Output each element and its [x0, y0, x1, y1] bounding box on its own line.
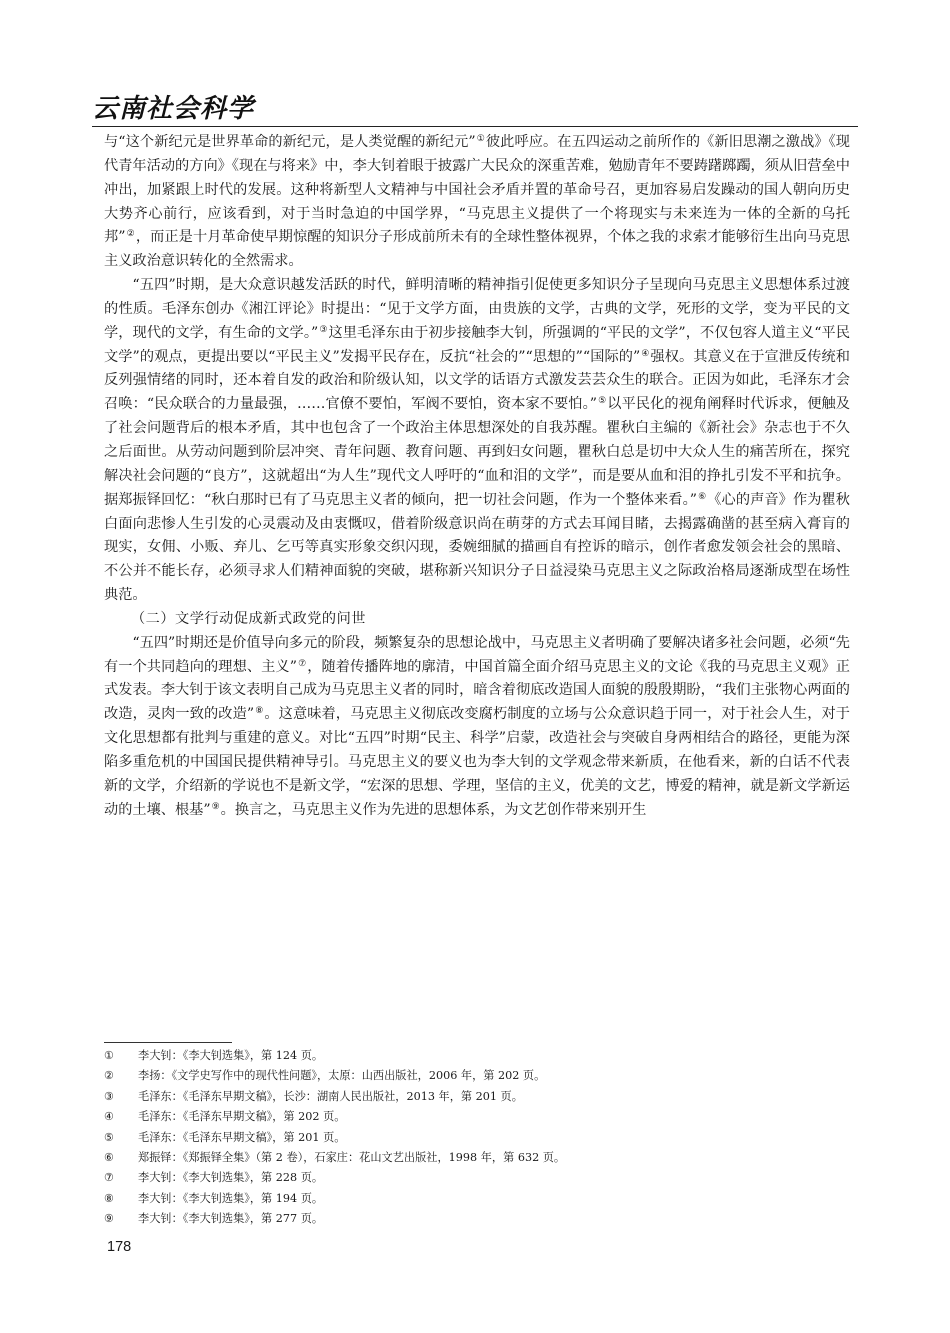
- footnote-item: [104, 1128, 850, 1148]
- footnote-text: 李大钊：《李大钊选集》，第 228 页。: [138, 1171, 324, 1185]
- paragraph-2: [104, 274, 850, 608]
- paragraph-text: ，而正是十月革命使早期惊醒的知识分子形成前所未有的全球性整体视界，个体之我的求索才能够衍生出向马克思主义政治意识转化的全然需求。: [104, 229, 850, 270]
- footnote-ref: ⑧: [255, 706, 264, 717]
- footnote-rule: [104, 1042, 232, 1043]
- footnote-text: 毛泽东：《毛泽东早期文稿》，长沙：湖南人民出版社，2013 年，第 201 页。: [138, 1089, 523, 1103]
- footnote-number: ②: [104, 1069, 115, 1083]
- footnote-item: [104, 1107, 850, 1127]
- footnote-text: 李大钊：《李大钊选集》，第 124 页。: [138, 1049, 324, 1062]
- footnote-number: ④: [104, 1110, 115, 1124]
- footnote-item: [104, 1148, 850, 1168]
- footnote-ref: ②: [126, 229, 135, 240]
- journal-masthead: 云南社会科学: [92, 94, 255, 124]
- footnote-ref: ⑨: [211, 801, 220, 812]
- footnote-item: [104, 1066, 850, 1086]
- paragraph-text: 强权。其意义在于宣泄反传统和反列强情绪的同时，还本着自发的政治和阶级认知，以文学的话语方式激发芸芸众生的联合。正因为如此，毛泽东才会召唤：“民众联合的力量最强，……官僚不要怕，军阀不要怕，资本家不要怕。”: [104, 348, 850, 413]
- footnote-number: ⑨: [104, 1212, 115, 1226]
- footnote-text: 李大钊：《李大钊选集》，第 194 页。: [138, 1191, 324, 1205]
- footnote-text: 毛泽东：《毛泽东早期文稿》，第 201 页。: [138, 1130, 346, 1144]
- paragraph-text: “五四”时期，是大众意识越发活跃的时代，鲜明清晰的精神指引促使更多知识分子呈现向马克思主义思想体系过渡的性质。毛泽东创办《湘江评论》时提出：“见于文学方面，由贵族的文学，古典的文学，死形的文学，变为平民的文学，现代的文学，有生命的文学。”: [104, 277, 850, 341]
- footnote-text: 李扬：《文学史写作中的现代性问题》，太原：山西出版社，2006 年，第 202 页。: [138, 1069, 546, 1083]
- paragraph-text: 《心的声音》作为瞿秋白面向悲惨人生引发的心灵震动及由衷慨叹，借着阶级意识尚在萌芽的方式去耳闻目睹，去揭露确凿的甚至病入膏肓的现实，女佣、小贩、弃儿、乞丐等真实形象交织闪现，委婉细腻的描画自有控诉的暗示，创作者愈发领会社会的黑暗、不公并不能长存，必须寻求人们精神面貌的突破，堪称新兴知识分子日益浸染马克思主义之际政治格局逐渐成型在场性典范。: [104, 491, 850, 604]
- footnote-number: ⑤: [104, 1130, 115, 1144]
- footnote-text: 李大钊：《李大钊选集》，第 277 页。: [138, 1212, 324, 1226]
- footnote-ref: ⑤: [598, 396, 607, 407]
- footnote-number: ①: [104, 1049, 115, 1062]
- footnote-number: ⑧: [104, 1191, 115, 1205]
- paragraph-text: 以平民化的视角阐释时代诉求，便触及了社会问题背后的根本矛盾，其中也包含了一个政治主体思想深处的自我苏醒。瞿秋白主编的《新社会》杂志也于不久之后面世。从劳动问题到阶层冲突、青年问题、教育问题、再到妇女问题，瞿秋白总是切中大众人生的痛苦所在，探究解决社会问题的“良方”，这就超出“为人生”现代文人呼吁的“血和泪的文学”，而是要从血和泪的挣扎引发不平和抗争。据郑振铎回忆：“秋白那时已有了马克思主义者的倾向，把一切社会问题，作为一个整体来看。”: [104, 396, 850, 508]
- paragraph-1: [104, 131, 850, 274]
- footnote-ref: ④: [641, 348, 650, 359]
- footnote-item: [104, 1168, 850, 1188]
- paragraph-text: 这里毛泽东由于初步接触李大钊，所强调的“平民的文学”，不仅包容人道主义“平民文学”的观点，更提出要以“平民主义”发揭平民存在，反抗“社会的”“思想的”“国际的”: [104, 324, 851, 365]
- article-body: [104, 131, 850, 822]
- footnote-ref: ③: [319, 324, 328, 335]
- footnote-text: 郑振铎：《郑振铎全集》（第 2 卷），石家庄：花山文艺出版社，1998 年，第 632 页。: [138, 1151, 566, 1165]
- footnote-number: ⑦: [104, 1171, 115, 1185]
- footnote-ref: ⑦: [297, 658, 307, 669]
- paragraph-text: 彼此呼应。在五四运动之前所作的《新旧思潮之激战》《现代青年活动的方向》《现在与将来》中，李大钊着眼于披露广大民众的深重苦难，勉励青年不要踌躇踯躅，须从旧营垒中冲出，加紧跟上时代的发展。这种将新型人文精神与中国社会矛盾并置的革命号召，更加容易启发躁动的国人朝向历史大势齐心前行，应该看到，对于当时急迫的中国学界，“马克思主义提供了一个将现实与未来连为一体的全新的乌托邦”: [104, 134, 850, 246]
- footnote-ref: ⑥: [698, 491, 707, 502]
- footnote-text: 毛泽东：《毛泽东早期文稿》，第 202 页。: [138, 1110, 346, 1124]
- paragraph-text: “五四”时期还是价值导向多元的阶段，频繁复杂的思想论战中，马克思主义者明确了要解决诸多社会问题，必须“先有一个共同趋向的理想、主义”: [104, 634, 850, 675]
- footnote-item: [104, 1209, 850, 1229]
- footnote-number: ③: [104, 1089, 115, 1103]
- footnote-number: ⑥: [104, 1151, 115, 1165]
- paragraph-text: 。这意味着，马克思主义彻底改变腐朽制度的立场与公众意识趋于同一，对于社会人生，对于文化思想都有批判与重建的意义。对比“五四”时期“民主、科学”启蒙，改造社会与突破自身两相结合的路径，更能为深陷多重危机的中国国民提供精神导引。马克思主义的要义也为李大钊的文学观念带来新质，在他看来，新的白话不代表新的文学，介绍新的学说也不是新文学，“宏深的思想、学理，坚信的主义，优美的文艺，博爱的精神，就是新文学新运动的土壤、根基”: [104, 706, 850, 818]
- footnote-ref: ①: [476, 134, 485, 144]
- footnote-item: [104, 1189, 850, 1209]
- footnote-item: [104, 1087, 850, 1107]
- footnote-item: [104, 1046, 850, 1066]
- paragraph-3: [104, 632, 850, 823]
- page-number: 178: [107, 1239, 132, 1255]
- section-heading: （二）文学行动促成新式政党的问世: [130, 610, 366, 627]
- paragraph-text: ，随着传播阵地的廓清，中国首篇全面介绍马克思主义的文论《我的马克思主义观》正式发表。李大钊于该文表明自己成为马克思主义者的同时，暗含着彻底改造国人面貌的殷殷期盼，“我们主张物心两面的改造，灵肉一致的改造”: [104, 658, 850, 723]
- footnotes: [104, 1046, 850, 1230]
- paragraph-text: 。换言之，马克思主义作为先进的思想体系，为文艺创作带来别开生: [220, 801, 647, 818]
- paragraph-text: 与“这个新纪元是世界革命的新纪元，是人类觉醒的新纪元”: [104, 134, 476, 150]
- header-rule: [92, 126, 858, 127]
